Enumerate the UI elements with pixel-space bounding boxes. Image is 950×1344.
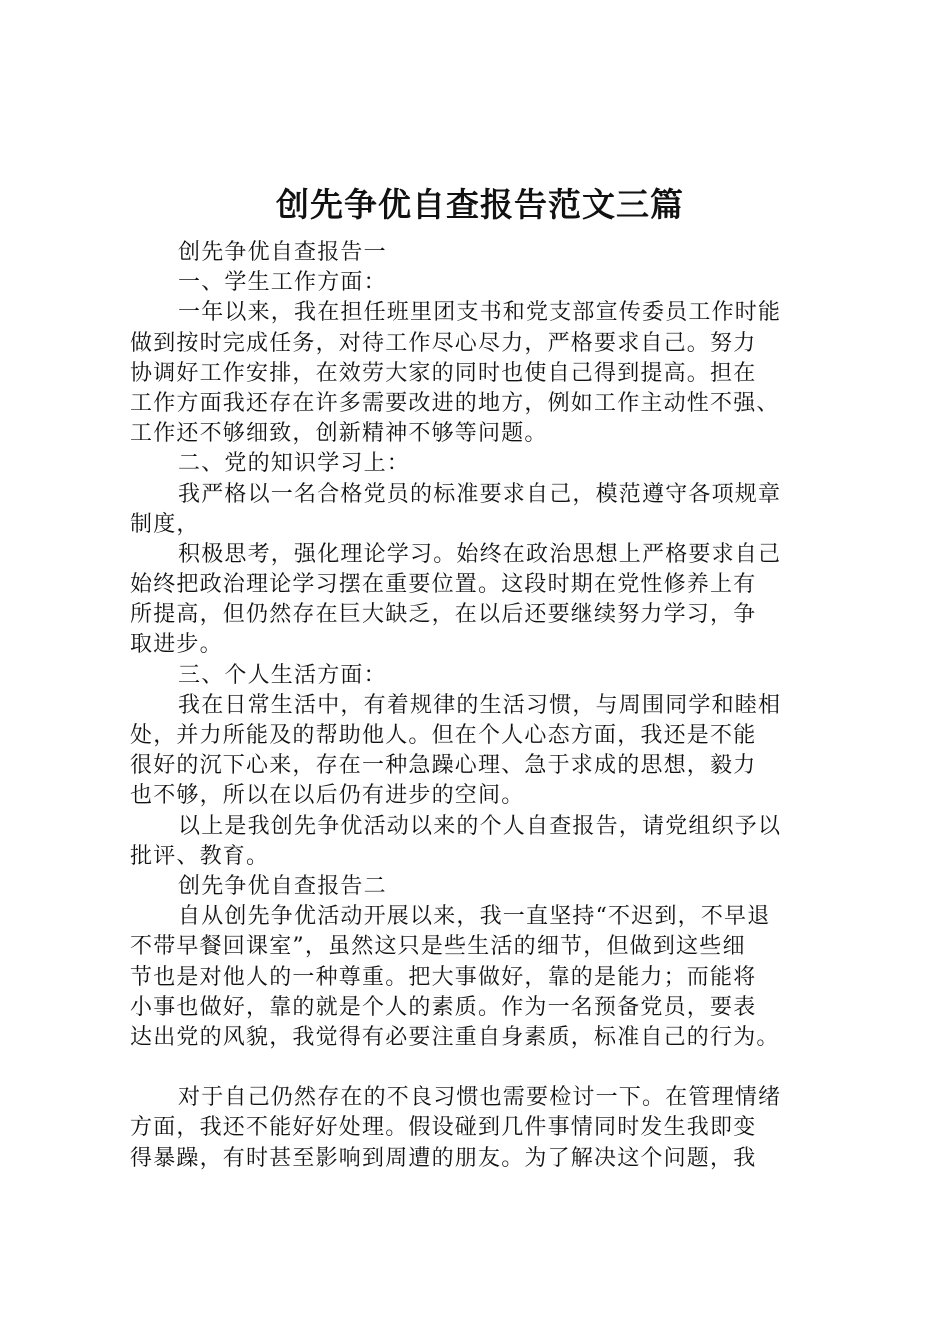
text-line: 节也是对他人的一种尊重。把大事做好，靠的是能力；而能将	[130, 964, 757, 990]
text-line: 自从创先争优活动开展以来，我一直坚持“不迟到，不早退	[178, 904, 771, 930]
text-line: 创先争优自查报告一	[178, 240, 387, 265]
text-line: 小事也做好，靠的就是个人的素质。作为一名预备党员，要表	[130, 994, 757, 1020]
text-line: 协调好工作安排，在效劳大家的同时也使自己得到提高。担在	[130, 360, 757, 386]
text-line: 工作还不够细致，创新精神不够等问题。	[130, 421, 548, 447]
text-line: 不带早餐回课室”，虽然这只是些生活的细节，但做到这些细	[130, 934, 746, 960]
document-body	[130, 238, 830, 1174]
text-line: 积极思考，强化理论学习。始终在政治思想上严格要求自己	[178, 541, 782, 567]
text-line: 我严格以一名合格党员的标准要求自己，模范遵守各项规章	[178, 481, 782, 507]
text-line: 方面，我还不能好好处理。假设碰到几件事情同时发生我即变	[130, 1115, 757, 1141]
text-line: 三、个人生活方面：	[178, 662, 387, 688]
text-line: 我在日常生活中，有着规律的生活习惯，与周围同学和睦相	[178, 692, 782, 718]
text-line: 批评、教育。	[130, 843, 270, 869]
text-line: 以上是我创先争优活动以来的个人自查报告，请党组织予以	[178, 813, 782, 839]
text-line: 创先争优自查报告二	[178, 873, 387, 899]
text-line: 处，并力所能及的帮助他人。但在个人心态方面，我还是不能	[130, 723, 757, 748]
text-line: 制度，	[130, 511, 200, 537]
text-line: 很好的沉下心来，存在一种急躁心理、急于求成的思想，毅力	[130, 753, 757, 779]
text-line: 对于自己仍然存在的不良习惯也需要检讨一下。在管理情绪	[178, 1085, 782, 1111]
text-line: 所提高，但仍然存在巨大缺乏，在以后还要继续努力学习，争	[130, 602, 757, 628]
text-line: 做到按时完成任务，对待工作尽心尽力，严格要求自己。努力	[130, 330, 757, 356]
text-line: 取进步。	[130, 632, 223, 658]
text-line: 二、党的知识学习上：	[178, 451, 411, 477]
document-title: 创先争优自查报告范文三篇	[276, 185, 684, 224]
blank-line	[130, 1053, 830, 1083]
document-page	[130, 180, 830, 1174]
text-line: 一、学生工作方面：	[178, 270, 387, 296]
text-line: 工作方面我还存在许多需要改进的地方，例如工作主动性不强、	[130, 390, 780, 416]
text-line: 也不够，所以在以后仍有进步的空间。	[130, 783, 525, 809]
text-line: 一年以来，我在担任班里团支书和党支部宣传委员工作时能	[178, 300, 782, 326]
text-line: 达出党的风貌，我觉得有必要注重自身素质，标准自己的行为。	[130, 1024, 780, 1050]
text-line: 得暴躁，有时甚至影响到周遭的朋友。为了解决这个问题，我	[130, 1145, 757, 1171]
text-line: 始终把政治理论学习摆在重要位置。这段时期在党性修养上有	[130, 572, 757, 598]
